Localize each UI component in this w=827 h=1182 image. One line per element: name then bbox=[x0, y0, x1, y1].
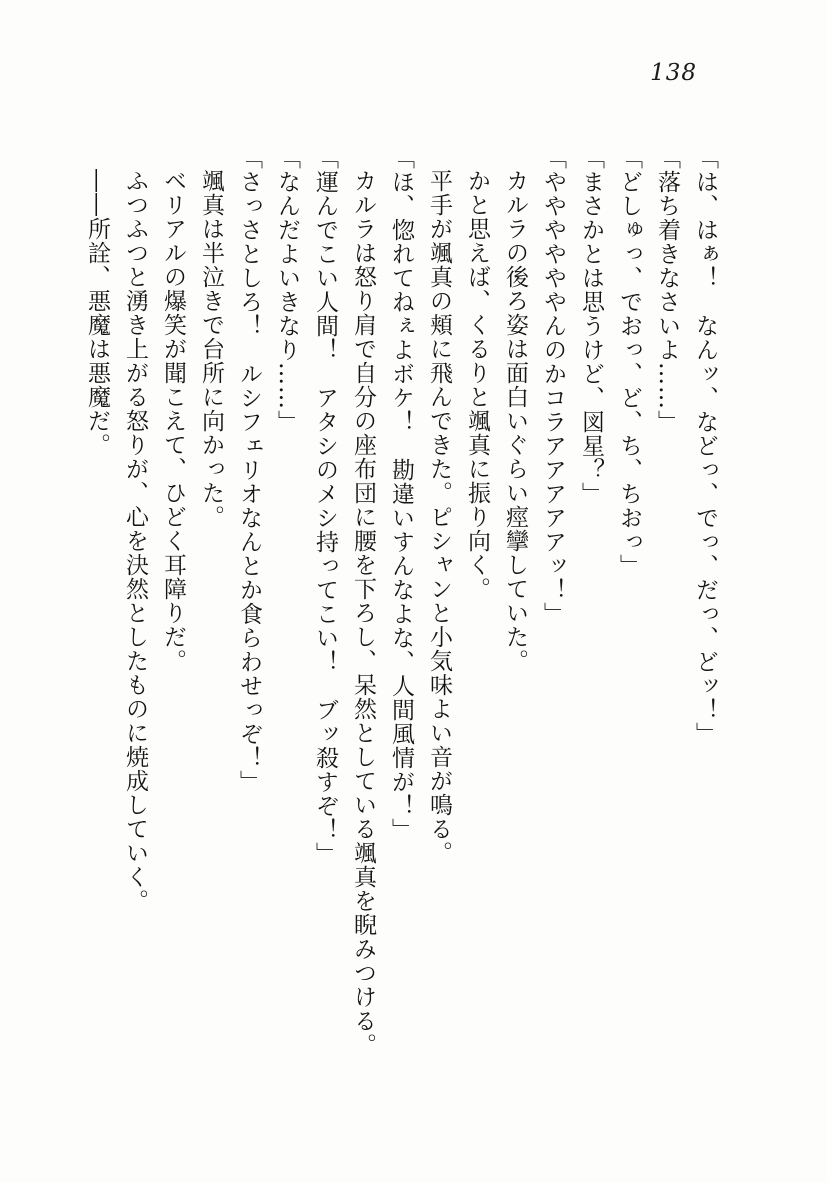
paragraph-dialogue-6: 「ほ、惚れてねぇよボケ！ 勘違いすんなよな、人間風情が！」 bbox=[388, 146, 414, 842]
paragraph-narration-8: ――所詮、悪魔は悪魔だ。 bbox=[84, 169, 110, 457]
page-number: 138 bbox=[650, 60, 697, 86]
paragraph-narration-6: ベリアルの爆笑が聞こえて、ひどく耳障りだ。 bbox=[160, 169, 186, 673]
paragraph-dialogue-7: 「運んでこい人間！ アタシのメシ持ってこい！ ブッ殺すぞ！」 bbox=[312, 146, 338, 866]
paragraph-narration-1: カルラの後ろ姿は面白いぐらい痙攣していた。 bbox=[502, 169, 528, 673]
novel-text-block bbox=[78, 146, 724, 1066]
paragraph-dialogue-1: 「は、はぁ！ なんッ、などっ、でっ、だっ、どッ！」 bbox=[692, 146, 718, 746]
paragraph-dialogue-5: 「ややややややんのかコラアアアアアッ！」 bbox=[540, 146, 566, 626]
paragraph-narration-2: かと思えば、くるりと颯真に振り向く。 bbox=[464, 169, 490, 601]
paragraph-narration-7: ふつふつと湧き上がる怒りが、心を決然としたものに焼成していく。 bbox=[122, 169, 148, 913]
paragraph-dialogue-2: 「落ち着きなさいよ……」 bbox=[654, 146, 680, 434]
paragraph-dialogue-9: 「さっさとしろ！ ルシフェリオなんとか食らわせっぞ！」 bbox=[236, 146, 262, 794]
paragraph-dialogue-3: 「どしゅっ、でおっ、ど、ち、ちおっ」 bbox=[616, 146, 642, 578]
paragraph-dialogue-8: 「なんだよいきなり……」 bbox=[274, 146, 300, 434]
paragraph-narration-3: 平手が颯真の頬に飛んできた。ピシャンと小気味よい音が鳴る。 bbox=[426, 169, 452, 865]
paragraph-narration-4: カルラは怒り肩で自分の座布団に腰を下ろし、呆然としている颯真を睨みつける。 bbox=[350, 169, 376, 1057]
paragraph-narration-5: 颯真は半泣きで台所に向かった。 bbox=[198, 169, 224, 529]
paragraph-dialogue-4: 「まさかとは思うけど、図星？」 bbox=[578, 146, 604, 506]
